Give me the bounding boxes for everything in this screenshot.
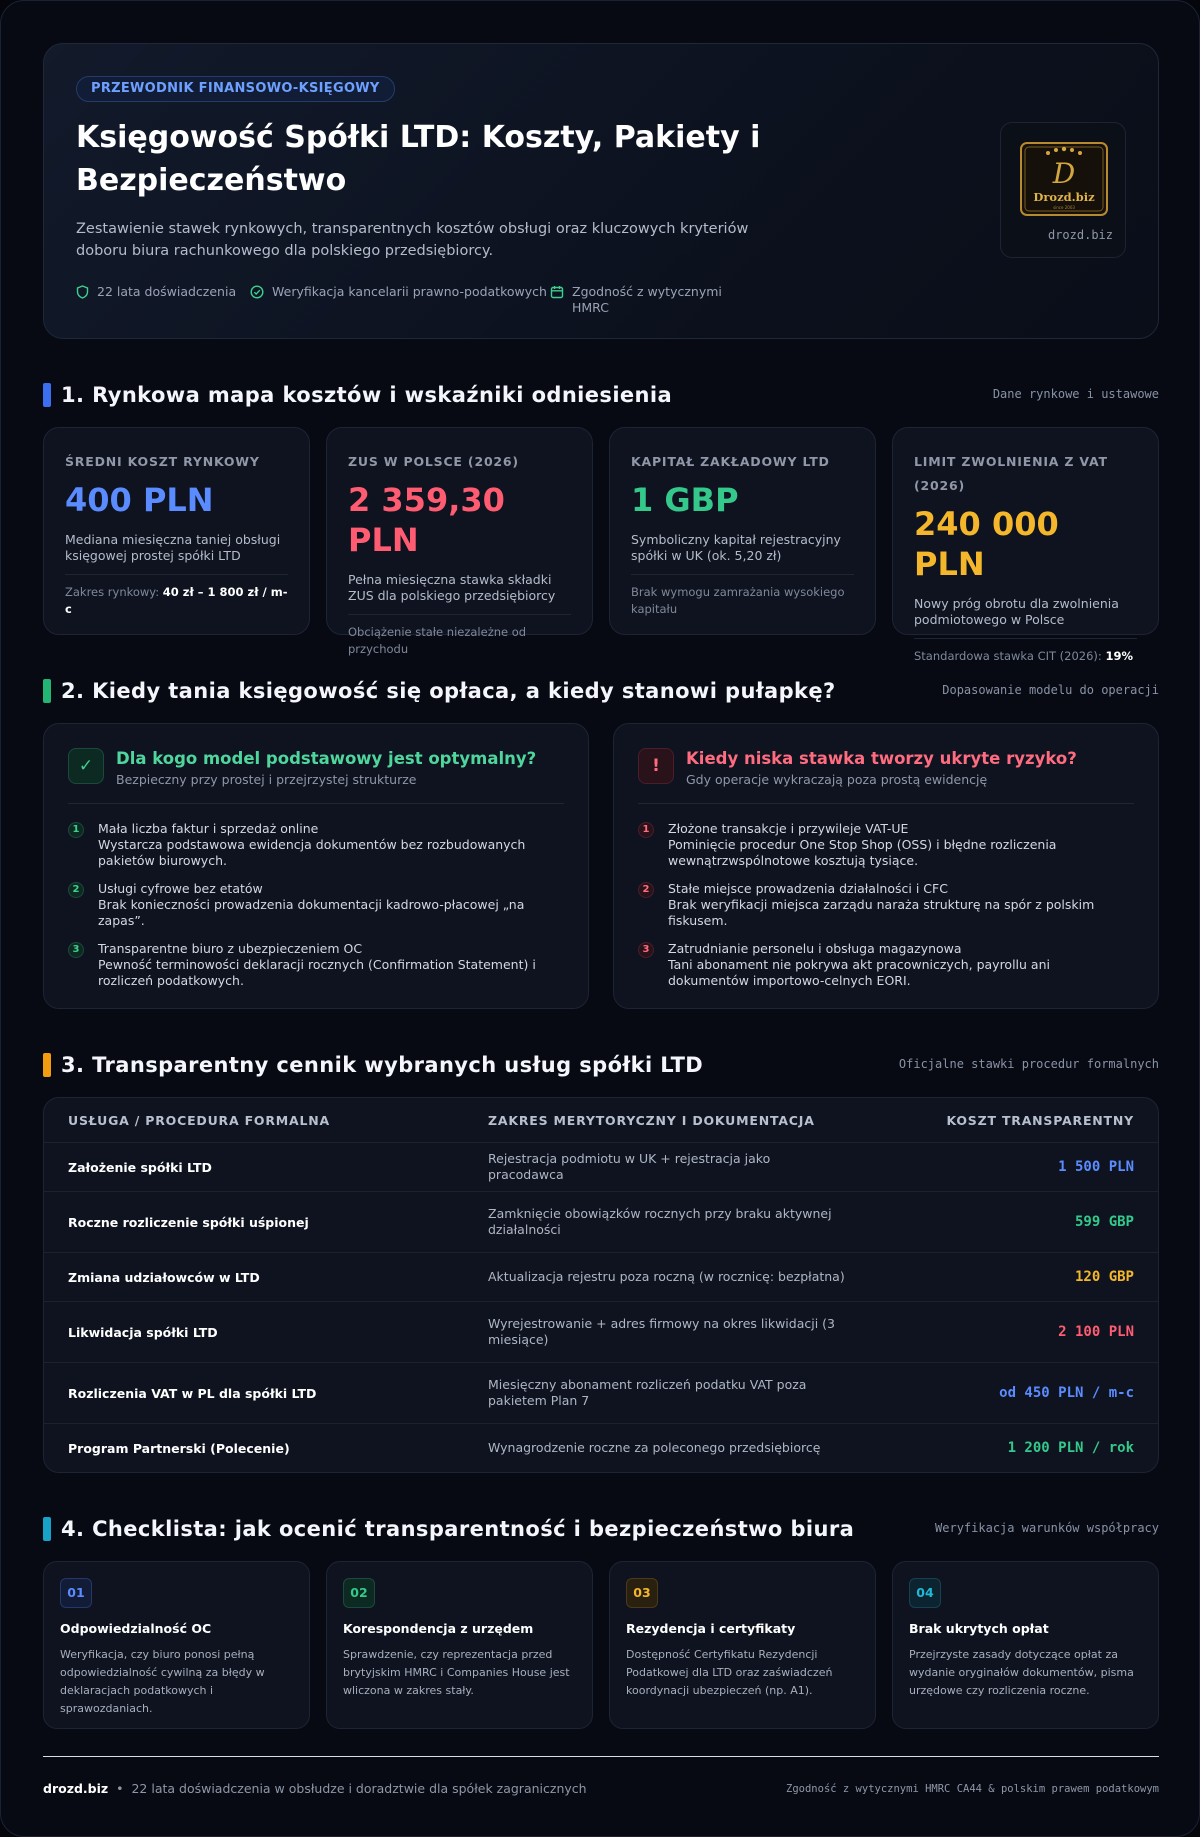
fit-card-title: Kiedy niska stawka tworzy ukryte ryzyko? (686, 749, 1077, 768)
footer-left (43, 1781, 587, 1796)
stat-value: 240 000 PLN (914, 505, 1059, 583)
checklist-number: 02 (343, 1578, 375, 1608)
fact-compliance (550, 284, 750, 316)
page-title: Księgowość Spółki LTD: Koszty, Pakiety i Bezpieczeństwo (76, 120, 761, 198)
checklist-number: 01 (60, 1578, 92, 1608)
item-text: Brak konieczności prowadzenia dokumentacji kadrowo-płacowej „na zapas”. (98, 897, 525, 928)
stat-label: LIMIT ZWOLNIENIA Z VAT (2026) (914, 454, 1108, 493)
section-3-header (43, 1051, 1159, 1079)
fact-verification (250, 284, 550, 316)
list-item (638, 941, 1134, 989)
footer-tagline: 22 lata doświadczenia w obsłudze i doradztwie dla spółek zagranicznych (131, 1781, 587, 1796)
stat-footnote: Brak wymogu zamrażania wysokiego kapitału (631, 574, 854, 618)
stat-footnote: Zakres rynkowy: 40 zł – 1 800 zł / m-c (65, 574, 288, 618)
item-title: Stałe miejsce prowadzenia działalności i CFC (668, 881, 948, 896)
section-note: Weryfikacja warunków współpracy (935, 1521, 1159, 1535)
column-header-scope: ZAKRES MERYTORYCZNY I DOKUMENTACJA (488, 1112, 815, 1128)
cell-cost: 1 200 PLN / rok (1007, 1440, 1134, 1456)
brand-logo-box (1000, 122, 1126, 258)
stat-description: Symboliczny kapitał rejestracyjny spółki w UK (ok. 5,20 zł) (631, 532, 841, 563)
fit-card-subtitle: Bezpieczny przy prostej i przejrzystej strukturze (116, 772, 417, 787)
section-2-header (43, 677, 1159, 705)
cell-service: Program Partnerski (Polecenie) (68, 1440, 290, 1456)
section-marker (43, 1517, 51, 1541)
stat-footnote: Standardowa stawka CIT (2026): 19% (914, 638, 1137, 665)
cell-scope: Zamknięcie obowiązków rocznych przy braku aktywnej działalności (488, 1206, 832, 1237)
column-header-cost: KOSZT TRANSPARENTNY (946, 1112, 1134, 1128)
fit-cards (43, 723, 1159, 1009)
checklist-number: 04 (909, 1578, 941, 1608)
stat-label: KAPITAŁ ZAKŁADOWY LTD (631, 454, 830, 469)
checklist-card (892, 1561, 1159, 1729)
shield-icon (76, 285, 89, 299)
cell-scope: Wynagrodzenie roczne za poleconego przedsiębiorcę (488, 1440, 821, 1455)
checklist-text: Dostępność Certyfikatu Rezydencji Podatkowej dla LTD oraz zaświadczeń koordynacji ubezpieczeń (np. A1). (626, 1648, 833, 1697)
list-item (638, 821, 1134, 869)
checklist-title: Rezydencja i certyfikaty (626, 1621, 796, 1636)
stat-footnote: Obciążenie stałe niezależne od przychodu (348, 614, 571, 658)
stat-value: 400 PLN (65, 481, 214, 519)
stat-value: 1 GBP (631, 481, 739, 519)
item-text: Brak weryfikacji miejsca zarządu naraża strukturę na spór z polskim fiskusem. (668, 897, 1095, 928)
section-note: Dane rynkowe i ustawowe (992, 387, 1159, 401)
cell-cost: 599 GBP (1074, 1214, 1134, 1230)
checklist-number: 03 (626, 1578, 658, 1608)
section-marker (43, 383, 51, 407)
fact-label: Weryfikacja kancelarii prawno-podatkowych (272, 284, 547, 299)
checklist-text: Sprawdzenie, czy reprezentacja przed brytyjskim HMRC i Companies House jest wliczona w zakres stały. (343, 1648, 570, 1697)
cell-cost: 120 GBP (1074, 1269, 1134, 1285)
section-title: 1. Rynkowa mapa kosztów i wskaźniki odniesienia (61, 383, 673, 407)
section-4-header (43, 1515, 1159, 1543)
page-description: Zestawienie stawek rynkowych, transparentnych kosztów obsługi oraz kluczowych kryteriów doboru biura rachunkowego dla polskiego przedsiębiorcy. (76, 221, 749, 259)
hero-card (43, 43, 1159, 339)
cell-cost: 2 100 PLN (1058, 1324, 1134, 1340)
checklist-card (43, 1561, 310, 1729)
fit-card-optimal (43, 723, 589, 1009)
fit-card-subtitle: Gdy operacje wykraczają poza prostą ewidencję (686, 772, 988, 787)
table-row (44, 1423, 1158, 1472)
svg-text:since 2003: since 2003 (1053, 205, 1075, 210)
item-title: Usługi cyfrowe bez etatów (98, 881, 263, 896)
footer-brand: drozd.biz (43, 1781, 109, 1796)
table-row (44, 1301, 1158, 1362)
stat-description: Nowy próg obrotu dla zwolnienia podmiotowego w Polsce (914, 596, 1119, 627)
checklist-cards (43, 1561, 1159, 1729)
calendar-icon (550, 285, 564, 299)
fit-card-risk (613, 723, 1159, 1009)
cell-scope: Aktualizacja rejestru poza roczną (w rocznicę: bezpłatna) (488, 1269, 845, 1284)
cell-scope: Rejestracja podmiotu w UK + rejestracja jako pracodawca (488, 1151, 771, 1182)
footer-separator: • (116, 1781, 124, 1796)
item-text: Pewność terminowości deklaracji rocznych (Confirmation Statement) i rozliczeń podatkowych. (98, 957, 536, 988)
table-header-row (44, 1098, 1158, 1142)
cell-scope: Wyrejestrowanie + adres firmowy na okres likwidacji (3 miesiące) (488, 1316, 835, 1347)
table-row (44, 1142, 1158, 1191)
section-note: Dopasowanie modelu do operacji (942, 683, 1159, 697)
item-number: 2 (638, 882, 654, 898)
section-title: 3. Transparentny cennik wybranych usług spółki LTD (61, 1053, 704, 1077)
item-number: 1 (68, 822, 84, 838)
hero-facts (76, 284, 1126, 316)
item-number: 3 (638, 942, 654, 958)
fit-card-title: Dla kogo model podstawowy jest optymalny? (116, 749, 537, 768)
brand-caption: drozd.biz (1047, 228, 1113, 242)
checklist-title: Korespondencja z urzędem (343, 1621, 534, 1636)
cell-cost: od 450 PLN / m-c (999, 1385, 1134, 1401)
list-item (68, 881, 564, 929)
cell-service: Roczne rozliczenie spółki uśpionej (68, 1214, 309, 1230)
fit-list (68, 821, 564, 989)
fit-list (638, 821, 1134, 989)
table-row (44, 1362, 1158, 1423)
checklist-card (609, 1561, 876, 1729)
cell-scope: Miesięczny abonament rozliczeń podatku VAT poza pakietem Plan 7 (488, 1377, 807, 1408)
item-number: 1 (638, 822, 654, 838)
checklist-text: Przejrzyste zasady dotyczące opłat za wydanie oryginałów dokumentów, pisma urzędowe czy rozliczenia roczne. (909, 1648, 1134, 1697)
stat-description: Mediana miesięczna taniej obsługi księgowej prostej spółki LTD (65, 532, 281, 563)
section-marker (43, 679, 51, 703)
table-row (44, 1191, 1158, 1252)
price-table (43, 1097, 1159, 1473)
footer (43, 1756, 1159, 1802)
check-circle-icon (250, 285, 264, 299)
fact-label: Zgodność z wytycznymi HMRC (572, 284, 722, 315)
stat-label: ZUS W POLSCE (2026) (348, 454, 519, 469)
category-badge: PRZEWODNIK FINANSOWO-KSIĘGOWY (76, 76, 395, 102)
fit-card-header (68, 748, 564, 804)
check-icon: ✓ (68, 748, 104, 784)
checklist-title: Brak ukrytych opłat (909, 1621, 1049, 1636)
stat-card-capital (609, 427, 876, 635)
cell-service: Rozliczenia VAT w PL dla spółki LTD (68, 1385, 317, 1401)
stat-description: Pełna miesięczna stawka składki ZUS dla polskiego przedsiębiorcy (348, 572, 556, 603)
content (43, 43, 1159, 1729)
section-1-header (43, 381, 1159, 409)
svg-text:Drozd.biz: Drozd.biz (1033, 190, 1095, 204)
table-row (44, 1252, 1158, 1301)
cell-cost: 1 500 PLN (1058, 1159, 1134, 1175)
cell-service: Zmiana udziałowców w LTD (68, 1269, 260, 1285)
brand-logo (1019, 141, 1109, 217)
item-title: Transparentne biuro z ubezpieczeniem OC (98, 941, 363, 956)
checklist-title: Odpowiedzialność OC (60, 1621, 212, 1636)
item-title: Zatrudnianie personelu i obsługa magazynowa (668, 941, 962, 956)
section-note: Oficjalne stawki procedur formalnych (898, 1057, 1159, 1071)
warning-icon: ! (638, 748, 674, 784)
item-text: Tani abonament nie pokrywa akt pracowniczych, payrollu ani dokumentów importowo-celnych EORI. (668, 957, 1050, 988)
svg-text:D: D (1052, 157, 1076, 190)
list-item (68, 821, 564, 869)
section-title: 4. Checklista: jak ocenić transparentność i bezpieczeństwo biura (61, 1517, 855, 1541)
item-title: Mała liczba faktur i sprzedaż online (98, 821, 319, 836)
item-text: Pominięcie procedur One Stop Shop (OSS) i błędne rozliczenia wewnątrzwspólnotowe kosztują tysiące. (668, 837, 1057, 868)
list-item (68, 941, 564, 989)
stat-label: ŚREDNI KOSZT RYNKOWY (65, 454, 260, 469)
section-marker (43, 1053, 51, 1077)
fact-label: 22 lata doświadczenia (97, 284, 237, 299)
checklist-card (326, 1561, 593, 1729)
stat-card-vat-limit (892, 427, 1159, 663)
stat-card-zus (326, 427, 593, 656)
cell-service: Likwidacja spółki LTD (68, 1324, 218, 1340)
checklist-text: Weryfikacja, czy biuro ponosi pełną odpowiedzialność cywilną za błędy w deklaracjach podatkowych i sprawozdaniach. (60, 1648, 265, 1715)
item-title: Złożone transakcje i przywileje VAT-UE (668, 821, 909, 836)
item-number: 2 (68, 882, 84, 898)
item-number: 3 (68, 942, 84, 958)
section-title: 2. Kiedy tania księgowość się opłaca, a kiedy stanowi pułapkę? (61, 679, 836, 703)
stat-cards (43, 427, 1159, 663)
list-item (638, 881, 1134, 929)
item-text: Wystarcza podstawowa ewidencja dokumentów bez rozbudowanych pakietów biurowych. (98, 837, 526, 868)
fit-card-header (638, 748, 1134, 804)
cell-service: Założenie spółki LTD (68, 1159, 212, 1175)
column-header-service: USŁUGA / PROCEDURA FORMALNA (68, 1112, 330, 1128)
stat-value: 2 359,30 PLN (348, 481, 505, 559)
fact-experience (76, 284, 250, 316)
stat-card-market-cost (43, 427, 310, 635)
footer-compliance: Zgodność z wytycznymi HMRC CA44 & polskim prawem podatkowym (786, 1783, 1159, 1795)
